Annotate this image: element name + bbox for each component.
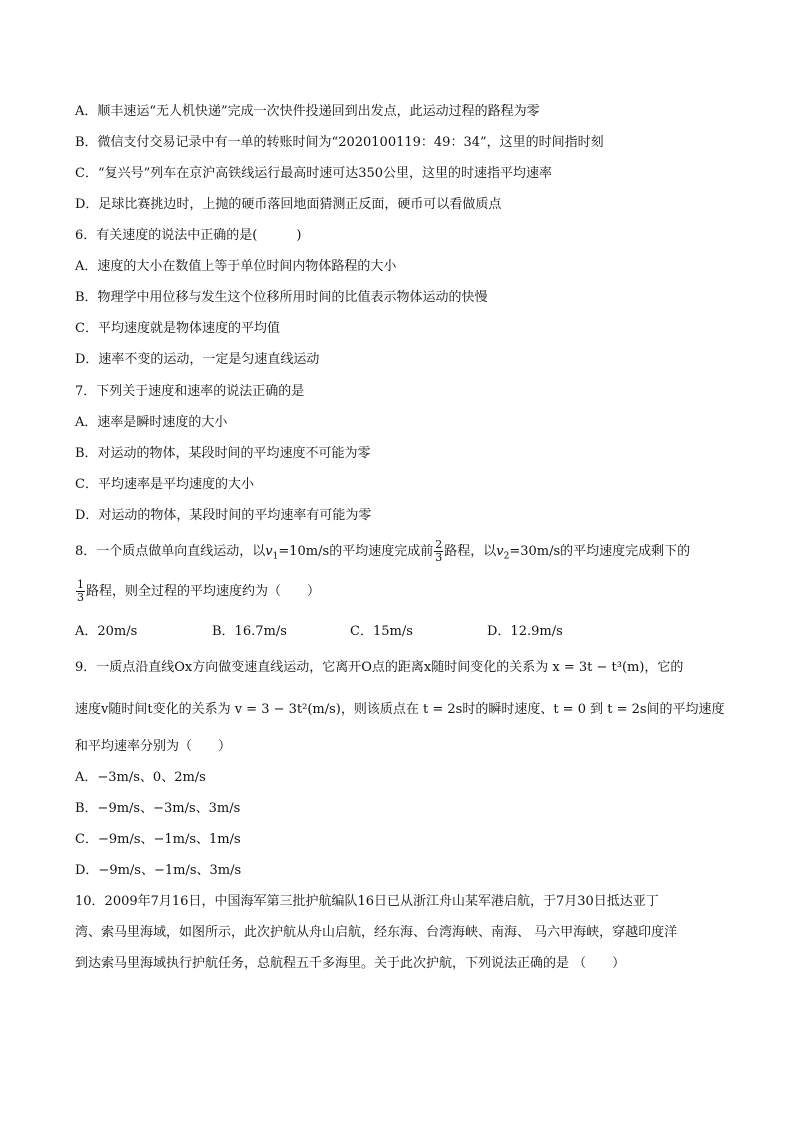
q8-frac1-den: 3 [435, 551, 443, 564]
q9-option-d: D．−9m/s、−1m/s、3m/s [75, 863, 242, 878]
q8-option-d: D．12.9m/s [487, 624, 563, 639]
q9-option-b: B．−9m/s、−3m/s、3m/s [75, 801, 241, 816]
q6-option-a: A．速度的大小在数值上等于单位时间内物体路程的大小 [75, 259, 397, 274]
q8-frac1-num: 2 [435, 538, 443, 551]
q8-text-3: 路程，以 [444, 544, 497, 559]
q8-option-a: A．20m/s [75, 624, 138, 639]
q7-stem: 7．下列关于速度和速率的说法正确的是 [75, 384, 305, 399]
q5-option-b: B．微信支付交易记录中有一单的转账时间为“2020100119：49：34”，这里的时间指时刻 [75, 135, 604, 150]
q7-option-a: A．速率是瞬时速度的大小 [75, 415, 228, 430]
q5-option-a: A．顺丰速运“无人机快递”完成一次快件投递回到出发点，此运动过程的路程为零 [75, 104, 540, 119]
q8-fraction-two-thirds [434, 539, 443, 564]
q10-stem-line1: 10．2009年7月16日，中国海军第三批护航编队16日已从浙江舟山某军港启航，于7月30日抵达亚丁 [75, 894, 659, 909]
q8-frac2-num: 1 [77, 578, 84, 591]
q7-option-c: C．平均速率是平均速度的大小 [75, 477, 254, 492]
q6-option-d: D．速率不变的运动，一定是匀速直线运动 [75, 352, 320, 367]
q8-fraction-one-third [76, 579, 85, 604]
q8-v1: v [265, 544, 273, 559]
q8-text-4: =30m/s的平均速度完成剩下的 [509, 544, 691, 559]
q9-stem-line3: 和平均速率分别为（ ） [75, 739, 232, 754]
q8-stem-line2 [75, 578, 320, 606]
q9-stem-line1: 9．一质点沿直线Ox方向做变速直线运动，它离开O点的距离x随时间变化的关系为 x = 3t − t³(m)，它的 [75, 660, 684, 675]
q10-stem-line2: 湾、索马里海域，如图所示，此次护航从舟山启航，经东海、台湾海峡、南海、 马六甲海峡，穿越印度洋 [75, 925, 678, 940]
q8-text-5: 路程，则全过程的平均速度约为（ ） [86, 584, 321, 599]
q7-option-d: D．对运动的物体，某段时间的平均速率有可能为零 [75, 508, 372, 523]
q6-option-c: C．平均速度就是物体速度的平均值 [75, 321, 280, 336]
q9-stem-line2: 速度v随时间t变化的关系为 v = 3 − 3t²(m/s)，则该质点在 t = 2s时的瞬时速度、t = 0 到 t = 2s间的平均速度 [75, 702, 725, 717]
q6-option-b: B．物理学中用位移与发生这个位移所用时间的比值表示物体运动的快慢 [75, 290, 488, 305]
q8-v2: v [496, 544, 504, 559]
q9-option-c: C．−9m/s、−1m/s、1m/s [75, 832, 241, 847]
q8-option-b: B．16.7m/s [212, 624, 287, 639]
q7-option-b: B．对运动的物体，某段时间的平均速度不可能为零 [75, 446, 371, 461]
q8-text-1: 8．一个质点做单向直线运动，以 [75, 544, 266, 559]
q5-option-c: C．“复兴号”列车在京沪高铁线运行最高时速可达350公里，这里的时速指平均速率 [75, 166, 553, 181]
q9-option-a: A．−3m/s、0、2m/s [75, 770, 206, 785]
q8-v1-sub: 1 [272, 551, 279, 562]
q8-text-2: =10m/s的平均速度完成前 [278, 544, 434, 559]
q8-frac2-den: 3 [77, 591, 84, 604]
q6-stem: 6．有关速度的说法中正确的是( ) [75, 228, 302, 243]
q8-v2-sub: 2 [503, 551, 510, 562]
q5-option-d: D．足球比赛挑边时，上抛的硬币落回地面猜测正反面，硬币可以看做质点 [75, 197, 502, 212]
q10-stem-line3: 到达索马里海域执行护航任务，总航程五千多海里。关于此次护航，下列说法正确的是 （ ） [75, 956, 626, 971]
q8-stem-line1 [75, 538, 690, 571]
q8-option-c: C．15m/s [350, 624, 413, 639]
